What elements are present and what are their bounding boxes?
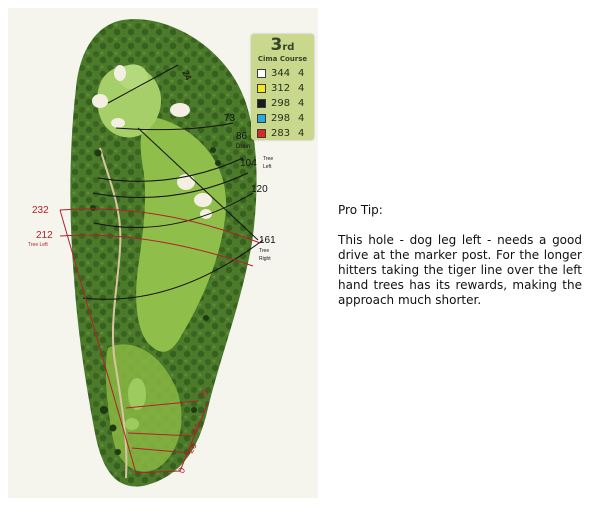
tee-par: 4 xyxy=(298,98,305,109)
tee-row-black xyxy=(251,96,314,111)
tee-color-swatch xyxy=(257,69,266,78)
distance-73-label: 73 xyxy=(224,113,236,124)
tee-box xyxy=(128,378,146,410)
pro-tip-title: Pro Tip: xyxy=(338,203,383,217)
tee-row-yellow xyxy=(251,81,314,96)
bunker xyxy=(170,103,190,117)
bunker xyxy=(92,94,108,108)
distance-161-label: 161 xyxy=(259,235,276,246)
tee-distance-75: 75 xyxy=(197,387,211,401)
hole-map xyxy=(8,8,318,498)
tee-distance-0: 0 xyxy=(176,465,188,475)
tee-par: 4 xyxy=(298,68,305,79)
tee-row-blue xyxy=(251,111,314,126)
tee-par: 4 xyxy=(298,83,305,94)
tee-row-white xyxy=(251,66,314,81)
tee-par: 4 xyxy=(298,113,305,124)
green-depth-label: 24 xyxy=(180,68,194,82)
tee-yards: 312 xyxy=(271,83,291,94)
tee-box xyxy=(125,418,139,430)
tee-row-red xyxy=(251,126,314,141)
distance-86-note: Drain xyxy=(236,144,251,150)
pro-tip-section xyxy=(338,203,582,308)
tee-par: 4 xyxy=(298,128,305,139)
scorecard-panel xyxy=(251,34,314,140)
distance-86-label: 86 xyxy=(236,131,248,142)
tee-distance-44: 44 xyxy=(189,422,203,436)
distance-120-label: 120 xyxy=(251,184,268,195)
distance-212-note: Tree Left xyxy=(28,242,48,248)
course-name: Cima Course xyxy=(257,55,308,63)
tee-yards: 344 xyxy=(271,68,291,79)
distance-104-label: 104 xyxy=(240,158,257,169)
tee-yards: 283 xyxy=(271,128,291,139)
tee-yards: 298 xyxy=(271,113,291,124)
tee-color-swatch xyxy=(257,129,266,138)
tee-yards: 298 xyxy=(271,98,291,109)
distance-161-note-1: Tree xyxy=(259,248,270,254)
pro-tip-body: This hole - dog leg left - needs a good drive at the marker post. For the longer hitters taking the tiger line over the left hand trees has its rewards, making the approach much shorter. xyxy=(338,233,582,307)
bunker xyxy=(111,118,125,128)
tee-color-swatch xyxy=(257,84,266,93)
distance-161-note-2: Right xyxy=(259,256,271,262)
hole-number: 3rd xyxy=(270,35,295,55)
distance-232-label: 232 xyxy=(32,205,49,216)
bunker xyxy=(114,65,126,81)
distance-104-note-1: Tree xyxy=(263,156,274,162)
distance-212-label: 212 xyxy=(36,230,53,241)
tee-color-swatch xyxy=(257,114,266,123)
tee-distance-26: 26 xyxy=(185,441,199,455)
distance-104-note-2: Left xyxy=(263,164,272,170)
tee-color-swatch xyxy=(257,99,266,108)
